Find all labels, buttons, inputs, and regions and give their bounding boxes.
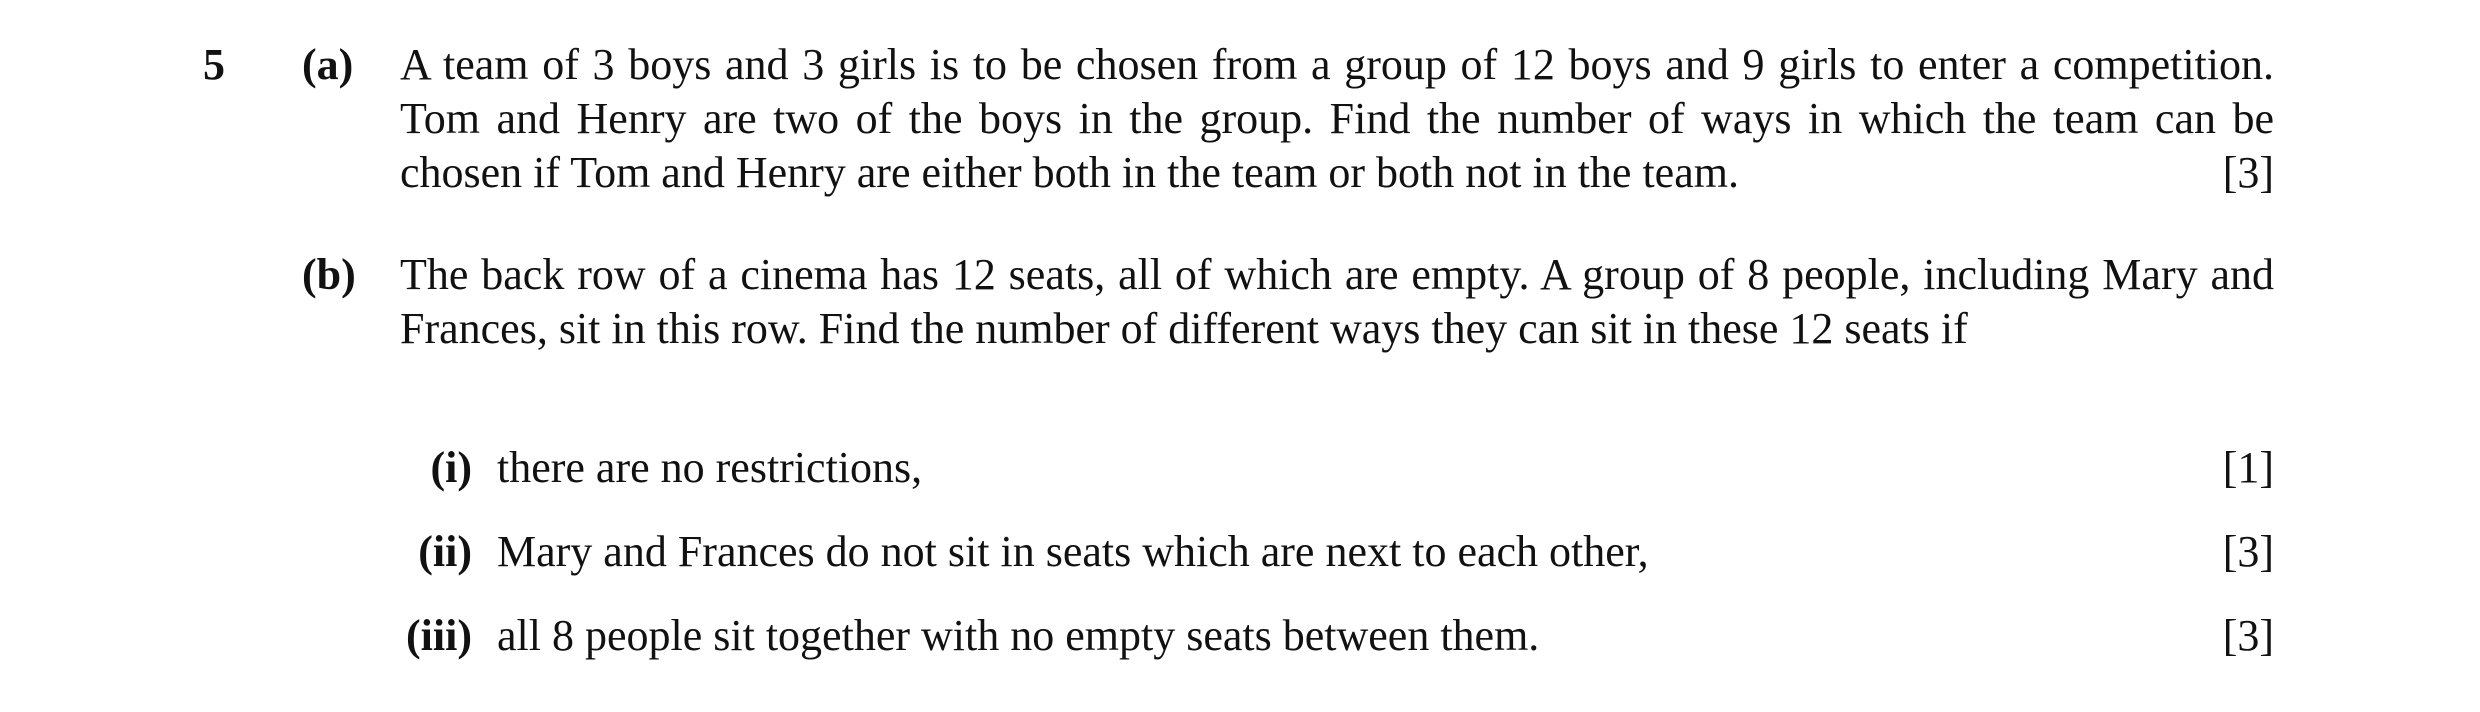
subpart-iii-text: all 8 people sit together with no empty seats between them. [497,611,1540,660]
subpart-iii-marks: [3] [2222,611,2274,660]
subpart-iii [380,609,2274,663]
subpart-ii-marks: [3] [2222,527,2274,576]
subpart-i-marks: [1] [2222,443,2274,492]
subpart-i-text: there are no restrictions, [497,443,923,492]
part-b-text: The back row of a cinema has 12 seats, all of which are empty. A group of 8 people, including Mary and Frances, sit in this row. Find the number of different ways they can sit in these 12 seats if [400,250,2274,353]
subpart-ii-label: (ii) [418,527,472,576]
subpart-iii-label: (iii) [406,611,472,660]
part-b-label: (b) [302,250,356,299]
subpart-i-label: (i) [430,443,472,492]
subpart-ii [380,525,2274,579]
subpart-i [380,441,2274,495]
part-a-body: A team of 3 boys and 3 girls is to be chosen from a group of 12 boys and 9 girls to enter a competition. Tom and Henry are two of the boys in the group. Find the number of ways in which the team can be chosen if Tom and Henry are either both in the team or both not in the team. [400,40,2274,197]
part-a-marks: [3] [2222,148,2274,197]
subpart-ii-text: Mary and Frances do not sit in seats which are next to each other, [497,527,1649,576]
part-a-label: (a) [302,40,354,89]
part-a-text [400,38,2274,200]
question-number: 5 [203,40,225,89]
